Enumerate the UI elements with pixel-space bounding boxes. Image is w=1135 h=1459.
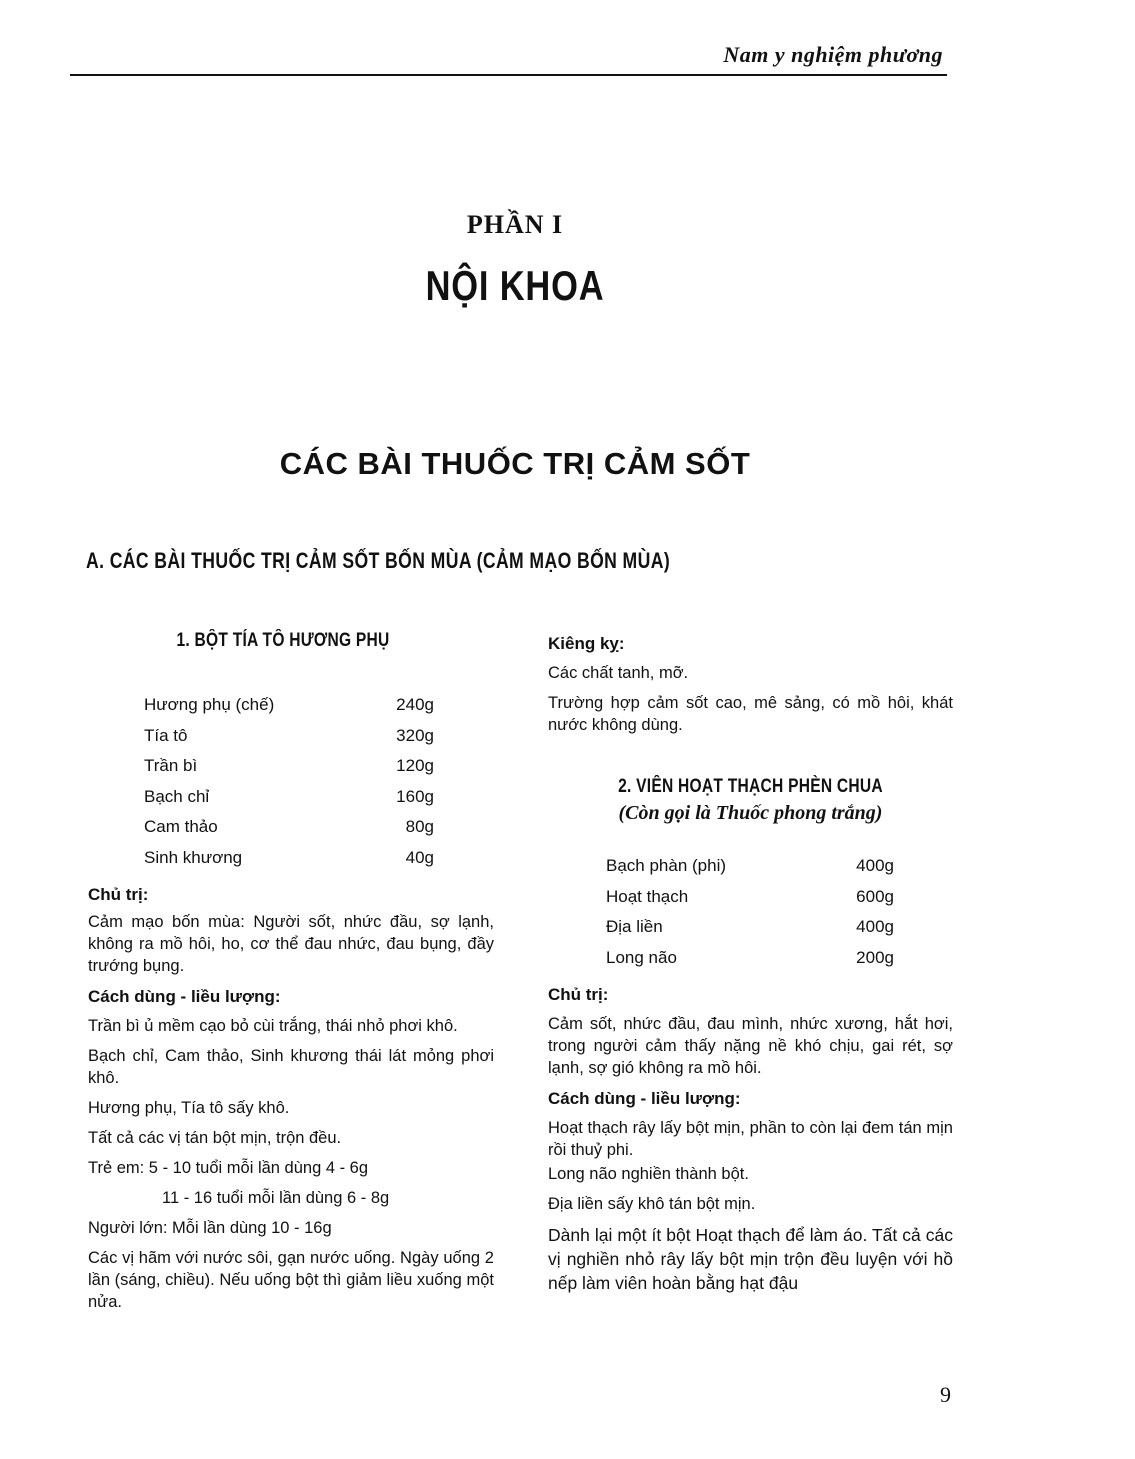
recipe-1-usage-paragraph: Hương phụ, Tía tô sấy khô. (88, 1099, 290, 1117)
right-column (548, 634, 953, 1295)
part-label: PHẦN I (466, 210, 564, 239)
recipe-1-contra-paragraph: Các chất tanh, mỡ. (548, 664, 689, 682)
recipe-1-usage-paragraph: Người lớn: Mỗi lần dùng 10 - 16g (88, 1219, 332, 1237)
ingredient-row (144, 721, 434, 752)
recipe-2-usage-paragraph: Hoạt thạch rây lấy bột mịn, phần to còn lại đem tán mịn rồi thuỷ phi. (548, 1119, 953, 1159)
ingredient-qty: 320g (396, 725, 434, 745)
ingredient-qty: 400g (856, 856, 894, 876)
recipe-2-usage-paragraph: Địa liền sấy khô tán bột mịn. (548, 1195, 756, 1213)
recipe-1-usage-paragraph: Trần bì ủ mềm cạo bỏ cùi trắng, thái nhỏ phơi khô. (88, 1017, 458, 1035)
ingredient-qty: 120g (396, 756, 434, 776)
part-title: NỘI KHOA (425, 262, 605, 309)
recipe-2-ingredients (606, 851, 894, 973)
ingredient-name: Sinh khương (144, 847, 243, 867)
ingredient-row (144, 843, 434, 874)
recipe-2-usage-paragraph: Dành lại một ít bột Hoạt thạch để làm áo. Tất cả các vị nghiền nhỏ rây lấy bột mịn trộn đều luyện với hồ nếp làm viên hoàn bằng hạt đậu (548, 1225, 953, 1293)
ingredient-name: Cam thảo (144, 817, 218, 837)
ingredient-name: Địa liền (606, 917, 663, 937)
ingredient-row (144, 812, 434, 843)
ingredient-qty: 240g (396, 695, 434, 715)
ingredient-row (606, 912, 894, 943)
ingredient-name: Long não (606, 947, 677, 967)
recipe-2-usage-heading: Cách dùng - liều lượng: (548, 1089, 741, 1108)
recipe-1-usage-heading: Cách dùng - liều lượng: (88, 987, 281, 1006)
recipe-1-contra-heading: Kiêng kỵ: (548, 634, 625, 653)
left-column (88, 630, 494, 1313)
recipe-2-indication-heading: Chủ trị: (548, 985, 609, 1004)
ingredient-qty: 40g (405, 847, 434, 867)
page-number: 9 (940, 1382, 951, 1407)
recipe-2-indication-text: Cảm sốt, nhức đầu, đau mình, nhức xương, hắt hơi, trong người cảm thấy nặng nề khó chịu, gai rét, sợ lạnh, sợ gió không ra mồ hôi. (548, 1015, 953, 1077)
ingredient-qty: 200g (856, 947, 894, 967)
recipe-1-usage-paragraph: Các vị hãm với nước sôi, gạn nước uống. Ngày uống 2 lần (sáng, chiều). Nếu uống bột thì giảm liều xuống một nửa. (88, 1249, 494, 1311)
recipe-1-usage-paragraph: Tất cả các vị tán bột mịn, trộn đều. (88, 1129, 342, 1147)
recipe-1-usage-paragraph: Bạch chỉ, Cam thảo, Sinh khương thái lát mỏng phơi khô. (88, 1047, 494, 1087)
running-title: Nam y nghiệm phương (723, 42, 943, 67)
recipe-2-title: 2. VIÊN HOẠT THẠCH PHÈN CHUA (618, 776, 883, 797)
recipe-1-title: 1. BỘT TÍA TÔ HƯƠNG PHỤ (176, 630, 390, 651)
header-rule (70, 74, 947, 76)
ingredient-row (606, 851, 894, 882)
ingredient-row (606, 882, 894, 913)
ingredient-row (144, 690, 434, 721)
recipe-2-usage-paragraph: Long não nghiền thành bột. (548, 1165, 749, 1183)
ingredient-name: Hương phụ (chế) (144, 695, 275, 715)
recipe-1-indication-heading: Chủ trị: (88, 885, 149, 904)
ingredient-row (144, 751, 434, 782)
ingredient-name: Hoạt thạch (606, 886, 689, 906)
ingredient-name: Trần bì (144, 756, 198, 776)
recipe-1-usage-paragraph: 11 - 16 tuổi mỗi lần dùng 6 - 8g (162, 1189, 390, 1207)
recipe-1-indication-text: Cảm mạo bốn mùa: Người sốt, nhức đầu, sợ lạnh, không ra mồ hôi, ho, cơ thể đau nhức, đau bụng, đầy trướng bụng. (88, 913, 494, 975)
ingredient-name: Bạch chỉ (144, 786, 210, 806)
recipe-1-ingredients (144, 690, 434, 873)
ingredient-qty: 400g (856, 917, 894, 937)
ingredient-row (606, 943, 894, 974)
recipe-1-contra-paragraph: Trường hợp cảm sốt cao, mê sảng, có mồ hôi, khát nước không dùng. (548, 694, 953, 734)
ingredient-name: Bạch phàn (phi) (606, 856, 727, 876)
section-title: A. CÁC BÀI THUỐC TRỊ CẢM SỐT BỐN MÙA (CẢM MẠO BỐN MÙA) (86, 548, 671, 573)
recipe-1-usage-paragraph: Trẻ em: 5 - 10 tuổi mỗi lần dùng 4 - 6g (88, 1159, 369, 1177)
ingredient-name: Tía tô (144, 725, 188, 745)
ingredient-qty: 80g (405, 817, 434, 837)
ingredient-qty: 600g (856, 886, 894, 906)
chapter-title: CÁC BÀI THUỐC TRỊ CẢM SỐT (279, 446, 751, 481)
ingredient-row (144, 782, 434, 813)
recipe-2-subtitle: (Còn gọi là Thuốc phong trắng) (618, 802, 883, 824)
ingredient-qty: 160g (396, 786, 434, 806)
